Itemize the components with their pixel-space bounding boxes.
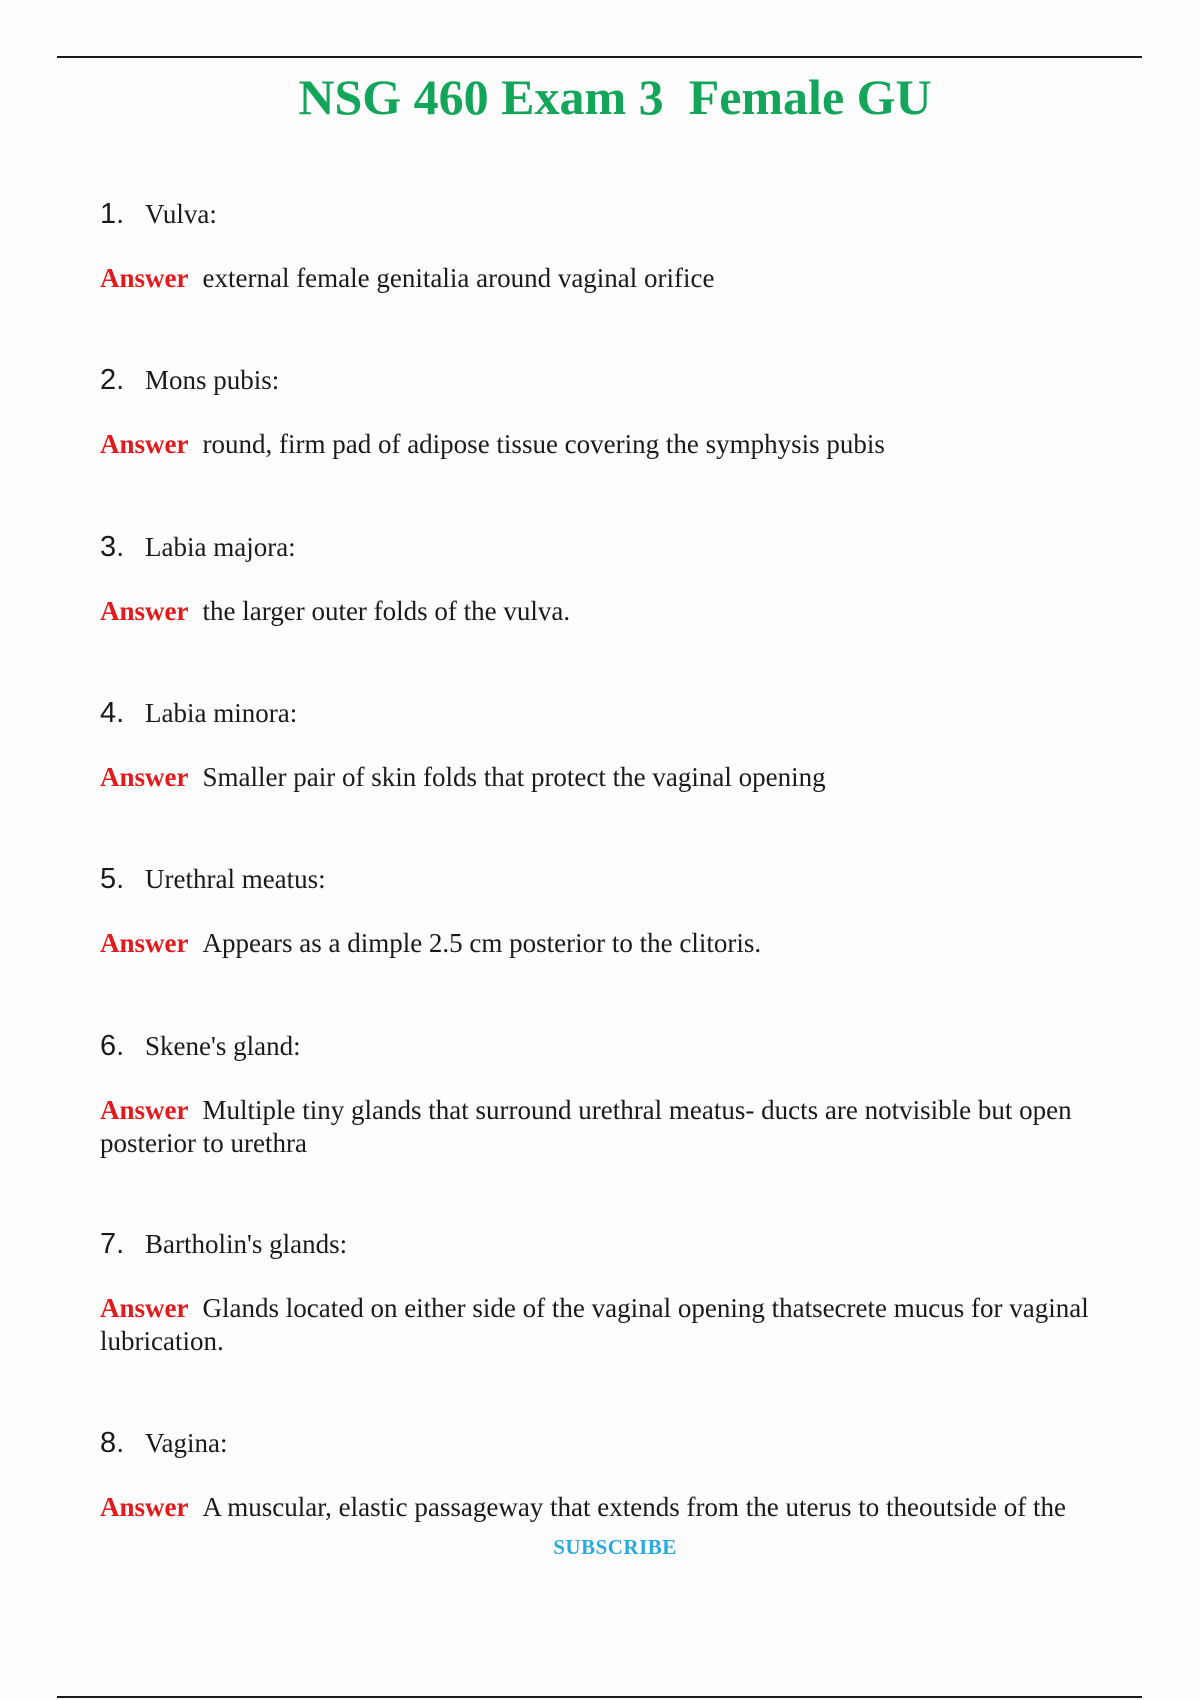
question-text: Labia minora: — [145, 698, 298, 728]
question-text: Bartholin's glands: — [145, 1229, 348, 1259]
answer-label: Answer — [100, 1492, 189, 1522]
answer — [100, 927, 1120, 960]
top-rule — [57, 56, 1142, 58]
answer-text: A muscular, elastic passageway that extends from the uterus to theoutside of the — [202, 1492, 1066, 1522]
question-text: Vagina: — [145, 1428, 228, 1458]
question — [100, 863, 1120, 895]
qa-item-7 — [100, 1228, 1120, 1358]
qa-item-2 — [100, 364, 1120, 461]
question-number: 5. — [100, 863, 125, 895]
answer-text: Appears as a dimple 2.5 cm posterior to the clitoris. — [202, 928, 762, 958]
question-number: 8. — [100, 1427, 125, 1459]
question-number: 7. — [100, 1228, 125, 1260]
answer-text: external female genitalia around vaginal orifice — [202, 263, 715, 293]
answer — [100, 761, 1120, 794]
answer-label: Answer — [100, 762, 189, 792]
answer-text: Smaller pair of skin folds that protect the vaginal opening — [202, 762, 826, 792]
question — [100, 1427, 1120, 1459]
question — [100, 1030, 1120, 1062]
question — [100, 198, 1120, 230]
qa-item-4 — [100, 697, 1120, 794]
question-number: 4. — [100, 697, 125, 729]
question — [100, 1228, 1120, 1260]
answer-text: Glands located on either side of the vaginal opening thatsecrete mucus for vaginal lubrication. — [100, 1293, 1089, 1356]
question-text: Skene's gland: — [145, 1031, 301, 1061]
question — [100, 531, 1120, 563]
answer-label: Answer — [100, 928, 189, 958]
qa-item-6 — [100, 1030, 1120, 1160]
question-number: 2. — [100, 364, 125, 396]
question-number: 1. — [100, 198, 125, 230]
answer-label: Answer — [100, 1293, 189, 1323]
answer-text: the larger outer folds of the vulva. — [202, 596, 571, 626]
page-title: NSG 460 Exam 3 Female GU — [298, 69, 932, 125]
question-text: Labia majora: — [145, 532, 296, 562]
qa-item-8 — [100, 1427, 1120, 1524]
question-number: 6. — [100, 1030, 125, 1062]
question-text: Vulva: — [145, 199, 217, 229]
answer-text: round, firm pad of adipose tissue covering the symphysis pubis — [202, 429, 885, 459]
answer-label: Answer — [100, 429, 189, 459]
answer — [100, 1292, 1120, 1358]
bottom-rule — [57, 1696, 1142, 1698]
answer — [100, 595, 1120, 628]
question — [100, 697, 1120, 729]
question-text: Urethral meatus: — [145, 864, 326, 894]
subscribe-link[interactable]: SUBSCRIBE — [553, 1535, 677, 1559]
question — [100, 364, 1120, 396]
question-text: Mons pubis: — [145, 365, 280, 395]
qa-item-5 — [100, 863, 1120, 960]
question-number: 3. — [100, 531, 125, 563]
answer — [100, 428, 1120, 461]
answer — [100, 1094, 1120, 1160]
answer-label: Answer — [100, 596, 189, 626]
answer — [100, 1491, 1120, 1524]
answer-label: Answer — [100, 263, 189, 293]
answer-label: Answer — [100, 1095, 189, 1125]
qa-item-1 — [100, 198, 1120, 295]
answer-text: Multiple tiny glands that surround urethral meatus- ducts are notvisible but open posterior to urethra — [100, 1095, 1072, 1158]
answer — [100, 262, 1120, 295]
qa-item-3 — [100, 531, 1120, 628]
